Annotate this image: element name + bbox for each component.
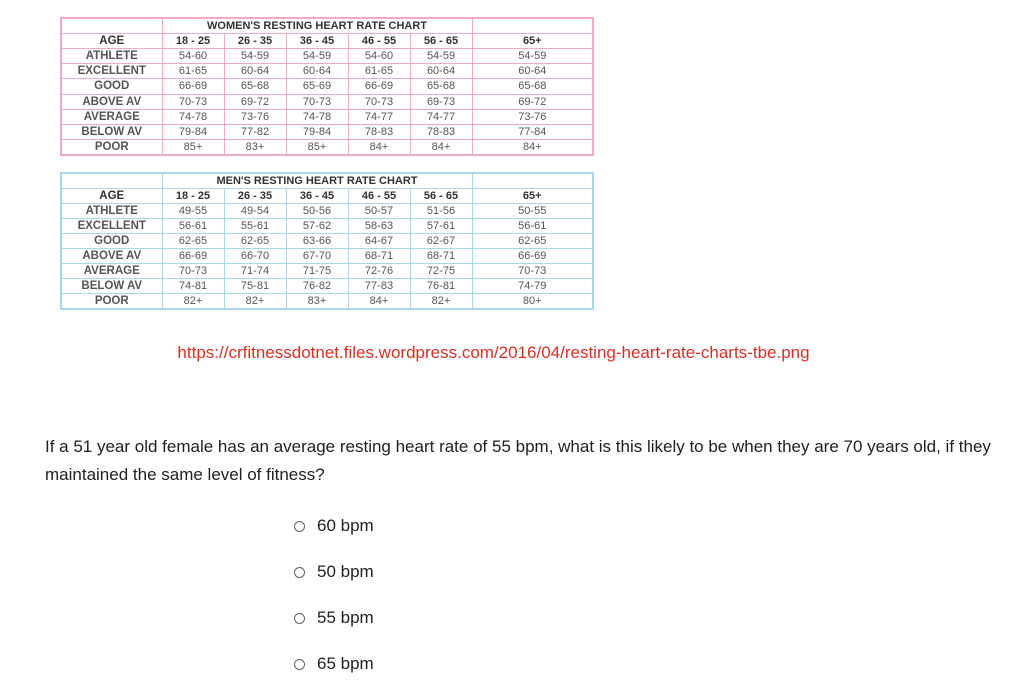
table-cell: 77-84 [472,124,593,139]
table-cell: 70-73 [472,264,593,279]
table-cell: 64-67 [348,234,410,249]
table-cell: 60-64 [224,64,286,79]
row-label: POOR [61,139,162,155]
table-cell: 85+ [286,139,348,155]
table-cell: 83+ [286,294,348,310]
table-cell: 72-75 [410,264,472,279]
header-cell: 36 - 45 [286,189,348,204]
table-cell: 79-84 [162,124,224,139]
table-cell: 50-56 [286,204,348,219]
table-cell: 54-59 [286,49,348,64]
table-row [61,264,593,279]
header-cell: 26 - 35 [224,34,286,49]
table-cell: 82+ [224,294,286,310]
table-cell: 54-59 [224,49,286,64]
table-cell: 82+ [162,294,224,310]
header-cell: 65+ [472,34,593,49]
chart-title-row [61,18,593,34]
table-cell: 61-65 [162,64,224,79]
table-cell: 60-64 [410,64,472,79]
table-cell: 70-73 [348,94,410,109]
table-cell: 65-68 [472,79,593,94]
age-header-row [61,189,593,204]
table-cell: 69-72 [472,94,593,109]
question-text: If a 51 year old female has an average resting heart rate of 55 bpm, what is this likely to be when they are 70 years old, if they maintained the same level of fitness? [45,437,991,484]
table-cell: 85+ [162,139,224,155]
table-cell: 73-76 [472,109,593,124]
table-row [61,279,593,294]
table-cell: 57-62 [286,219,348,234]
answer-option-55-bpm[interactable] [294,595,374,641]
table-cell: 55-61 [224,219,286,234]
table-cell: 79-84 [286,124,348,139]
table-cell: 74-78 [162,109,224,124]
row-label: ATHLETE [61,49,162,64]
header-cell: 18 - 25 [162,189,224,204]
table-cell: 60-64 [472,64,593,79]
option-label: 50 bpm [317,562,374,581]
table-cell: 54-59 [410,49,472,64]
header-cell: 46 - 55 [348,189,410,204]
table-cell: 84+ [472,139,593,155]
table-cell: 50-55 [472,204,593,219]
table-cell: 66-69 [472,249,593,264]
table-cell: 74-77 [348,109,410,124]
table-cell: 76-81 [410,279,472,294]
table-cell: 65-68 [410,79,472,94]
table-cell: 66-69 [162,249,224,264]
table-cell: 49-55 [162,204,224,219]
header-cell: AGE [61,189,162,204]
row-label: AVERAGE [61,264,162,279]
table-cell: 66-69 [348,79,410,94]
answer-option-65-bpm[interactable] [294,641,374,687]
table-row [61,219,593,234]
table-cell: 61-65 [348,64,410,79]
header-cell: AGE [61,34,162,49]
radio-button-icon[interactable] [294,613,305,624]
table-cell: 80+ [472,294,593,310]
table-row [61,234,593,249]
row-label: GOOD [61,234,162,249]
table-row [61,139,593,155]
row-label: AVERAGE [61,109,162,124]
table-cell: 68-71 [348,249,410,264]
row-label: ATHLETE [61,204,162,219]
womens-heart-rate-chart [60,17,594,156]
table-cell: 54-60 [162,49,224,64]
row-label: BELOW AV [61,124,162,139]
row-label: ABOVE AV [61,94,162,109]
table-row [61,204,593,219]
row-label: GOOD [61,79,162,94]
table-cell: 83+ [224,139,286,155]
table-cell: 54-60 [348,49,410,64]
table-cell: 56-61 [472,219,593,234]
table-cell: 54-59 [472,49,593,64]
source-url-text: https://crfitnessdotnet.files.wordpress.com/2016/04/resting-heart-rate-charts-tbe.png [177,343,810,362]
table-cell: 73-76 [224,109,286,124]
table-cell: 62-65 [472,234,593,249]
answer-options [294,503,374,687]
answer-option-50-bpm[interactable] [294,549,374,595]
header-cell: 36 - 45 [286,34,348,49]
mens-heart-rate-chart [60,172,594,310]
table-cell: 56-61 [162,219,224,234]
option-label: 65 bpm [317,654,374,673]
table-cell: 74-77 [410,109,472,124]
option-label: 55 bpm [317,608,374,627]
table-cell: 57-61 [410,219,472,234]
table-cell: 84+ [348,294,410,310]
table-cell: 78-83 [348,124,410,139]
table-cell: 62-67 [410,234,472,249]
table-cell: 74-79 [472,279,593,294]
table-cell: 65-69 [286,79,348,94]
table-cell: 69-73 [410,94,472,109]
table-cell: 70-73 [162,264,224,279]
chart-title: WOMEN'S RESTING HEART RATE CHART [162,18,472,34]
table-cell: 69-72 [224,94,286,109]
header-cell: 18 - 25 [162,34,224,49]
row-label: POOR [61,294,162,310]
table-row [61,49,593,64]
table-cell: 77-82 [224,124,286,139]
table-row [61,64,593,79]
table-cell: 50-57 [348,204,410,219]
table-cell: 84+ [348,139,410,155]
table-cell: 62-65 [162,234,224,249]
table-cell: 63-66 [286,234,348,249]
table-cell: 74-81 [162,279,224,294]
table-cell: 77-83 [348,279,410,294]
table-cell: 66-69 [162,79,224,94]
header-cell: 56 - 65 [410,189,472,204]
table-cell: 74-78 [286,109,348,124]
table-cell: 58-63 [348,219,410,234]
radio-button-icon[interactable] [294,567,305,578]
table-cell: 78-83 [410,124,472,139]
table-cell: 62-65 [224,234,286,249]
row-label: BELOW AV [61,279,162,294]
answer-option-60-bpm[interactable] [294,503,374,549]
table-cell: 65-68 [224,79,286,94]
header-cell: 56 - 65 [410,34,472,49]
table-cell: 71-75 [286,264,348,279]
table-row [61,124,593,139]
table-cell: 60-64 [286,64,348,79]
table-row [61,294,593,310]
header-cell: 65+ [472,189,593,204]
table-cell: 51-56 [410,204,472,219]
table-cell: 75-81 [224,279,286,294]
table-cell: 66-70 [224,249,286,264]
table-cell: 68-71 [410,249,472,264]
chart-title: MEN'S RESTING HEART RATE CHART [162,173,472,189]
row-label: EXCELLENT [61,64,162,79]
table-row [61,94,593,109]
table-cell: 76-82 [286,279,348,294]
row-label: EXCELLENT [61,219,162,234]
table-cell: 49-54 [224,204,286,219]
table-cell: 71-74 [224,264,286,279]
option-label: 60 bpm [317,516,374,535]
age-header-row [61,34,593,49]
radio-button-icon[interactable] [294,521,305,532]
table-row [61,249,593,264]
radio-button-icon[interactable] [294,659,305,670]
chart-title-row [61,173,593,189]
table-row [61,79,593,94]
row-label: ABOVE AV [61,249,162,264]
table-cell: 70-73 [162,94,224,109]
table-cell: 82+ [410,294,472,310]
table-cell: 67-70 [286,249,348,264]
table-cell: 84+ [410,139,472,155]
header-cell: 26 - 35 [224,189,286,204]
table-row [61,109,593,124]
table-cell: 70-73 [286,94,348,109]
table-cell: 72-76 [348,264,410,279]
header-cell: 46 - 55 [348,34,410,49]
